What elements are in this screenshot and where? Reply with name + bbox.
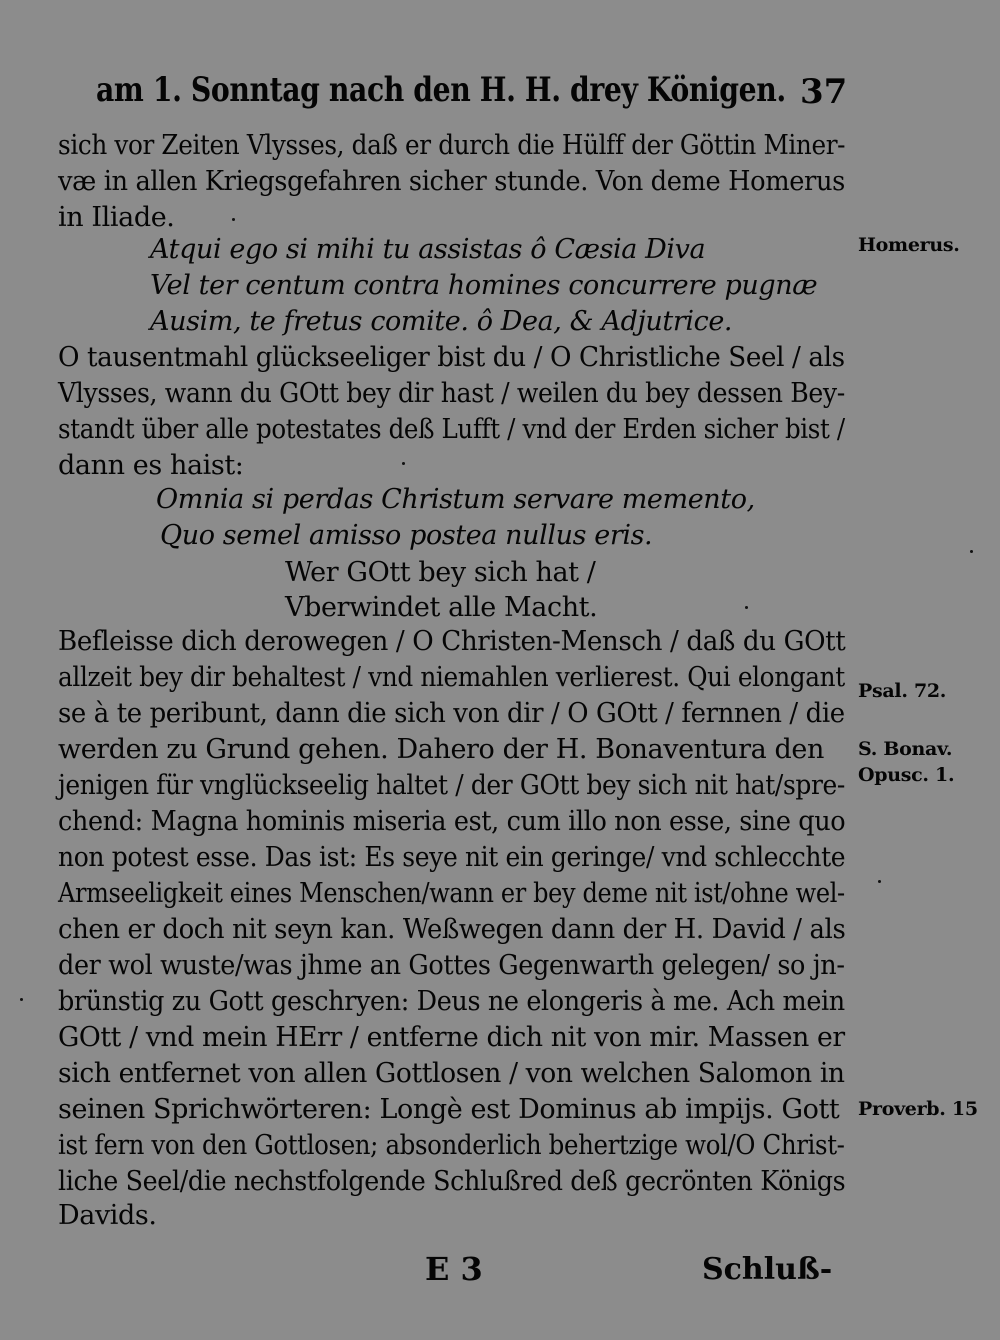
ink-speck (402, 462, 405, 465)
verse-line: Quo semel amisso postea nullus eris. (160, 520, 653, 551)
text-line: Vlysses, wann du GOtt bey dir hast / weilen du bey dessen Bey- (58, 378, 845, 409)
text-line: in Iliade. (58, 202, 175, 233)
ink-speck (232, 218, 235, 221)
text-line: standt über alle potestates deß Lufft / vnd der Erden sicher bist / (58, 414, 845, 445)
page-number: 37 (800, 72, 848, 112)
ink-speck (878, 880, 881, 883)
text-line: non potest esse. Das ist: Es seye nit ein geringe/ vnd schlecchte (58, 842, 846, 873)
text-line: liche Seel/die nechstfolgende Schlußred deß gecrönten Königs (58, 1166, 846, 1197)
running-title: am 1. Sonntag nach den H. H. drey Königen. (96, 70, 786, 110)
text-line: se à te peribunt, dann die sich von dir / O GOtt / fernnen / die (58, 698, 845, 729)
ink-speck (20, 998, 23, 1001)
ink-speck (970, 550, 973, 553)
text-line: chend: Magna hominis miseria est, cum illo non esse, sine quo (58, 806, 846, 837)
margin-note: Homerus. (858, 234, 960, 256)
motto-line: Wer GOtt bey sich hat / (285, 557, 596, 588)
text-line: seinen Sprichwörteren: Longè est Dominus ab impijs. Gott (58, 1094, 840, 1125)
text-line: GOtt / vnd mein HErr / entferne dich nit von mir. Massen er (58, 1022, 845, 1053)
text-line: Befleisse dich derowegen / O Christen-Mensch / daß du GOtt (58, 626, 846, 657)
text-line: jenigen für vnglückseelig haltet / der GOtt bey sich nit hat/spre- (58, 770, 845, 801)
text-line: dann es haist: (58, 450, 244, 481)
verse-line: Atqui ego si mihi tu assistas ô Cæsia Diva (150, 234, 706, 265)
margin-note: Opusc. 1. (858, 764, 955, 786)
margin-note: Proverb. 15 (858, 1098, 978, 1120)
margin-note: Psal. 72. (858, 680, 947, 702)
text-line: Armseeligkeit eines Menschen/wann er bey deme nit ist/ohne wel- (58, 878, 845, 909)
text-line: sich entfernet von allen Gottlosen / von welchen Salomon in (58, 1058, 845, 1089)
verse-line: Vel ter centum contra homines concurrere pugnæ (150, 270, 818, 301)
text-line: werden zu Grund gehen. Dahero der H. Bonaventura den (58, 734, 824, 765)
catchword: Schluß- (702, 1252, 833, 1287)
signature-mark: E 3 (425, 1250, 483, 1288)
text-line: O tausentmahl glückseeliger bist du / O Christliche Seel / als (58, 342, 845, 373)
text-line: brünstig zu Gott geschryen: Deus ne elongeris à me. Ach mein (58, 986, 845, 1017)
verse-line: Ausim, te fretus comite. ô Dea, & Adjutrice. (150, 306, 733, 337)
text-line: væ in allen Kriegsgefahren sicher stunde. Von deme Homerus (58, 166, 845, 197)
text-line: der wol wuste/was jhme an Gottes Gegenwarth gelegen/ so jn- (58, 950, 845, 981)
text-line: Davids. (58, 1200, 157, 1231)
motto-line: Vberwindet alle Macht. (285, 592, 598, 623)
ink-speck (745, 606, 748, 609)
text-line: sich vor Zeiten Vlysses, daß er durch die Hülff der Göttin Miner- (58, 130, 846, 161)
text-line: chen er doch nit seyn kan. Weßwegen dann der H. David / als (58, 914, 846, 945)
margin-note: S. Bonav. (858, 738, 953, 760)
verse-line: Omnia si perdas Christum servare memento, (156, 484, 755, 515)
text-line: ist fern von den Gottlosen; absonderlich behertzige wol/O Christ- (58, 1130, 845, 1161)
text-line: allzeit bey dir behaltest / vnd niemahlen verlierest. Qui elongant (58, 662, 845, 693)
